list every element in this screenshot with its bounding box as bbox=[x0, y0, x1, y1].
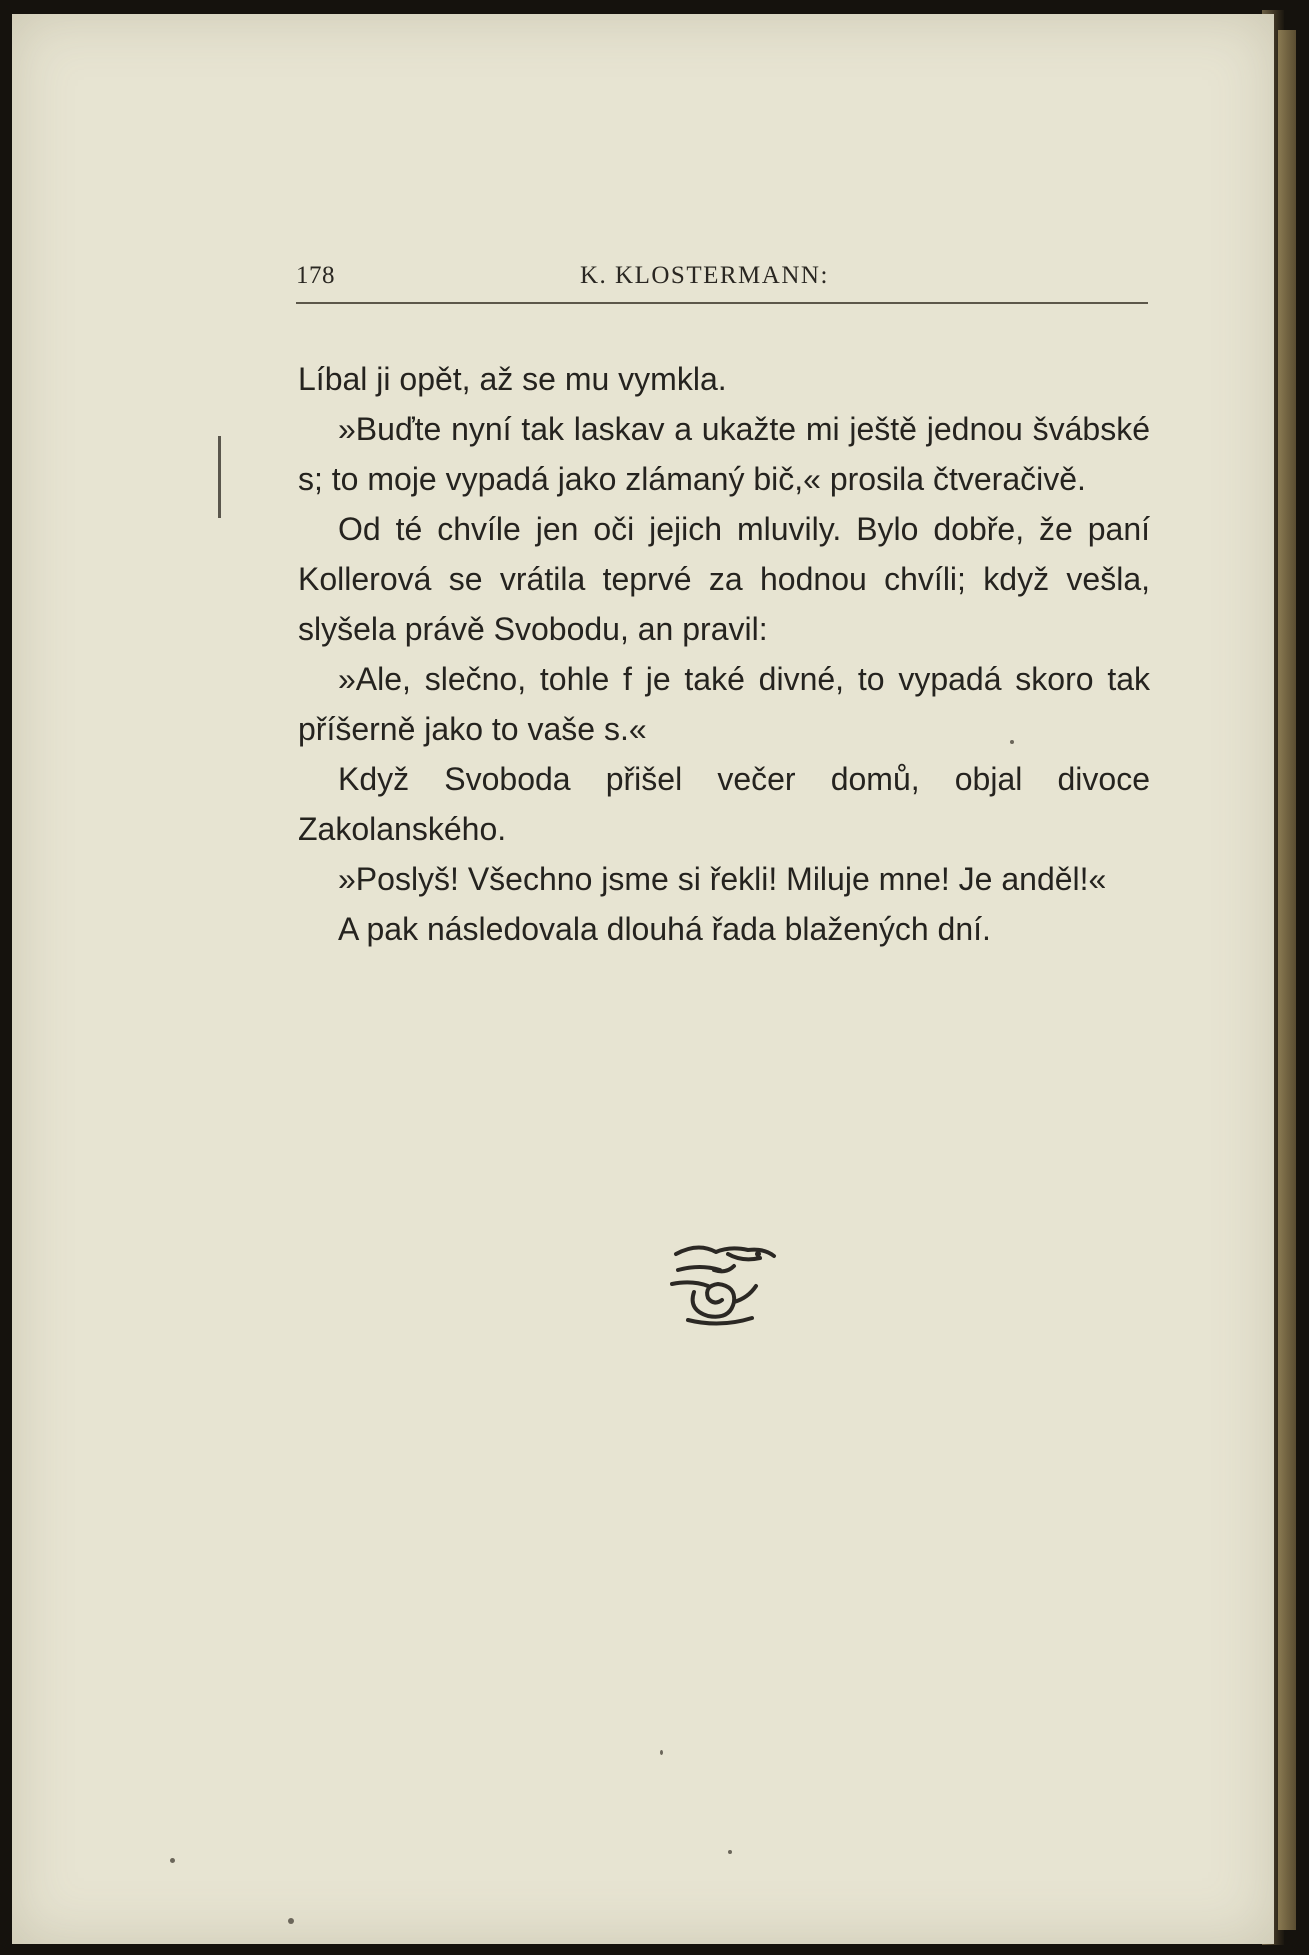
paragraph: »Ale, slečno, tohle f je také divné, to vypadá skoro tak příšerně jako to vaše s.« bbox=[298, 661, 1150, 747]
paragraph: Líbal ji opět, až se mu vymkla. bbox=[298, 361, 727, 397]
dragon-ornament-icon bbox=[668, 1240, 780, 1326]
paragraph: A pak následovala dlouhá řada blažených dní. bbox=[338, 911, 991, 947]
next-page-edge bbox=[1278, 30, 1296, 1930]
running-head bbox=[296, 262, 1148, 304]
paper-speck bbox=[1010, 740, 1014, 744]
paragraph: »Buďte nyní tak laskav a ukažte mi ještě jednou švábské s; to moje vypadá jako zlámaný bič,« prosila čtveračivě. bbox=[298, 411, 1150, 497]
paragraph: »Poslyš! Všechno jsme si řekli! Miluje mne! Je anděl!« bbox=[338, 861, 1107, 897]
body-text bbox=[298, 354, 1150, 954]
margin-pencil-mark bbox=[218, 436, 221, 518]
paper-speck bbox=[728, 1850, 732, 1854]
paragraph: Od té chvíle jen oči jejich mluvily. Bylo dobře, že paní Kollerová se vrátila teprvé za hodnou chvíli; když vešla, slyšela právě Svobodu, an pravil: bbox=[298, 511, 1150, 647]
paper-speck bbox=[288, 1918, 294, 1924]
running-title: K. KLOSTERMANN: bbox=[580, 262, 829, 289]
paragraph: Když Svoboda přišel večer domů, objal divoce Zakolanského. bbox=[298, 761, 1150, 847]
paper-speck bbox=[660, 1750, 663, 1755]
paper-speck bbox=[170, 1858, 175, 1863]
page-number: 178 bbox=[296, 262, 335, 289]
